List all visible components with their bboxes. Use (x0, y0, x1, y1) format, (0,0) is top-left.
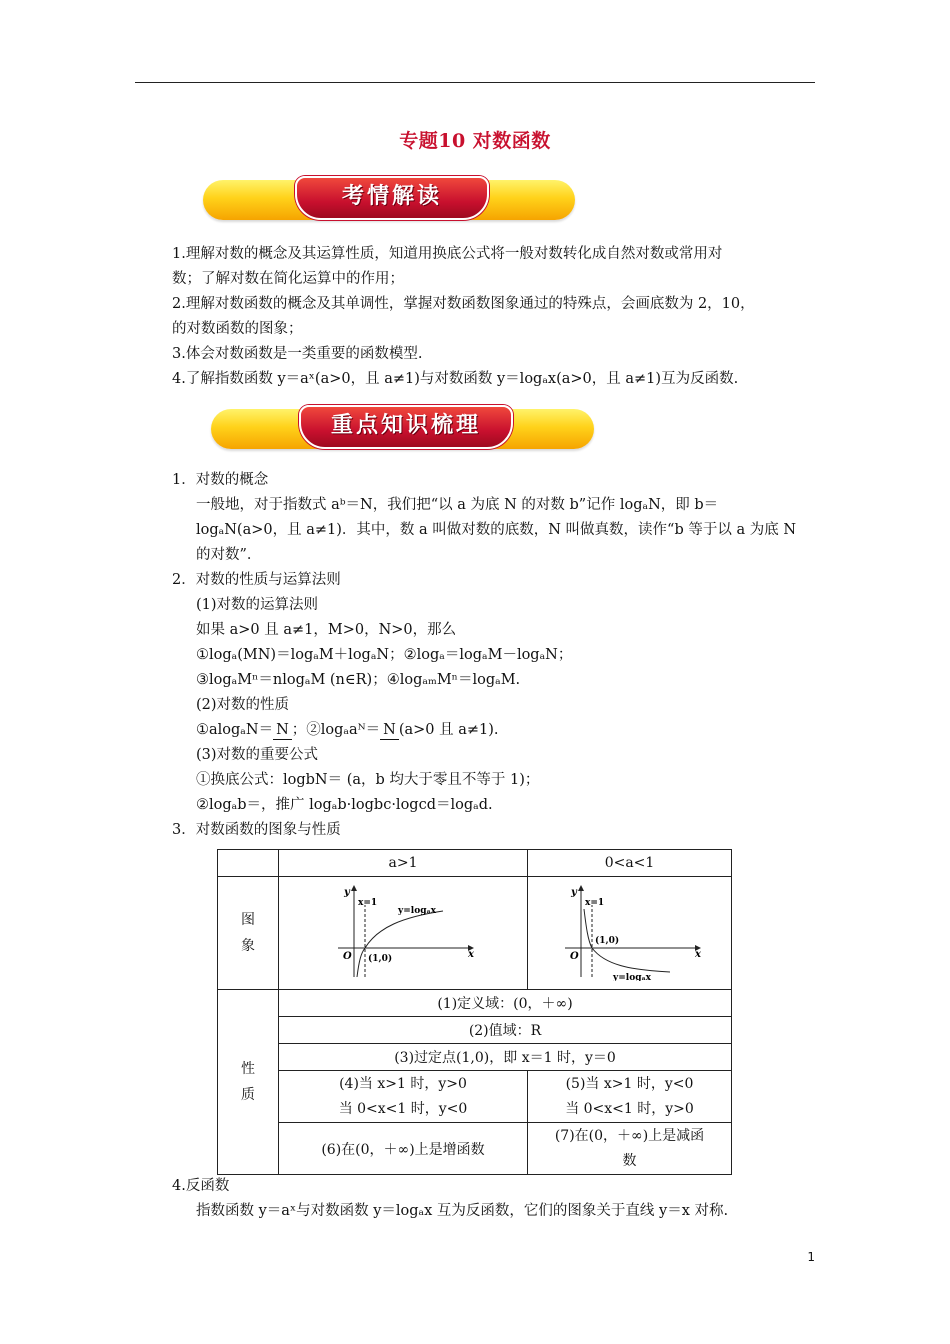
req-line: 1.理解对数的概念及其运算性质，知道用换底公式将一般对数转化成自然对数或常用对 (172, 246, 723, 262)
banner-label: 重点知识梳理 (330, 413, 481, 438)
req-line: 数；了解对数在简化运算中的作用； (172, 271, 404, 287)
col-header-a-gt-1: a>1 (279, 850, 528, 877)
x-axis-label: x (468, 949, 474, 960)
graph-decreasing-cell (528, 877, 732, 990)
section-heading: 1．对数的概念 (172, 472, 269, 488)
answer-blank: N (380, 721, 399, 740)
text-line: ②logₐb＝，推广 logₐb·logbc·logcd＝logₐd. (196, 797, 493, 813)
text-fragment: ①alogₐN＝ (196, 722, 274, 738)
text-line: ①logₐ(MN)＝logₐM＋logₐN；②logₐ＝logₐM－logₐN； (196, 647, 573, 663)
x-axis-label: x (694, 949, 701, 960)
text-fragment: (a>0 且 a≠1). (398, 722, 499, 738)
vline-label: x=1 (358, 898, 378, 908)
text-line: (1)对数的运算法则 (196, 597, 319, 613)
text-line: ①换底公式：logbN＝ (a，b 均大于零且不等于 1)； (196, 772, 540, 788)
col-header-a-lt-1: 0<a<1 (528, 850, 732, 877)
text-line: (3)对数的重要公式 (196, 747, 319, 763)
banner-exam-analysis (203, 180, 575, 220)
prop-fixed-point: (3)过定点(1,0)，即 x＝1 时，y＝0 (279, 1044, 732, 1071)
table-corner (218, 850, 279, 877)
text-line: (2)对数的性质 (196, 697, 290, 713)
fill-blank-line (196, 721, 499, 740)
row-label-properties: 性 质 (218, 990, 279, 1175)
prop-sign-increasing: (4)当 x>1 时，y>0 当 0<x<1 时，y<0 (279, 1071, 528, 1123)
curve-label: y=logₐx (398, 906, 437, 916)
text-line: ③logₐMⁿ＝nlogₐM (n∈R)；④logₐₘMⁿ＝logₐM. (196, 672, 521, 688)
req-line: 4.了解指数函数 y＝aˣ(a>0，且 a≠1)与对数函数 y＝logₐx(a>0，且 a≠1)互为反函数. (172, 371, 739, 387)
y-axis-label: y (570, 887, 577, 898)
section-heading: 3．对数函数的图象与性质 (172, 822, 341, 838)
y-axis-label: y (344, 887, 350, 898)
graph-increasing-cell (279, 877, 528, 990)
text-line: 指数函数 y＝aˣ与对数函数 y＝logₐx 互为反函数，它们的图象关于直线 y＝x 对称. (196, 1203, 729, 1219)
origin-label: O (569, 951, 579, 962)
graph-a-gt-1 (328, 881, 478, 981)
req-line: 的对数函数的图象； (172, 321, 303, 337)
origin-label: O (343, 951, 352, 962)
prop-range: (2)值域：R (279, 1017, 732, 1044)
section-heading: 2．对数的性质与运算法则 (172, 572, 341, 588)
text-line: 的对数”． (196, 547, 262, 563)
point-label: (1,0) (594, 936, 619, 946)
answer-blank: N (273, 721, 292, 740)
prop-domain: (1)定义域：(0，＋∞) (279, 990, 732, 1017)
req-line: 2.理解对数函数的概念及其单调性，掌握对数函数图象通过的特殊点，会画底数为 2，10， (172, 296, 755, 312)
header-rule (135, 82, 815, 83)
text-line: 如果 a>0 且 a≠1，M>0，N>0，那么 (196, 622, 457, 638)
page-title: 专题10 对数函数 (399, 130, 551, 152)
page-number: 1 (807, 1250, 815, 1264)
text-line: 一般地，对于指数式 aᵇ＝N，我们把“以 a 为底 N 的对数 b”记作 logₐN，即 b＝ (196, 497, 719, 513)
prop-monotonic-decreasing: (7)在(0，＋∞)上是减函 数 (528, 1123, 732, 1175)
row-label-graph: 图 象 (218, 877, 279, 990)
vline-label: x=1 (584, 898, 604, 908)
point-label: (1,0) (368, 954, 393, 964)
text-line: logₐN(a>0，且 a≠1)．其中，数 a 叫做对数的底数，N 叫做真数，读作“b 等于以 a 为底 N (196, 522, 797, 538)
banner-label: 考情解读 (341, 184, 442, 209)
banner-key-points (211, 409, 594, 449)
graph-a-lt-1 (555, 881, 705, 981)
prop-sign-decreasing: (5)当 x>1 时，y<0 当 0<x<1 时，y>0 (528, 1071, 732, 1123)
prop-monotonic-increasing: (6)在(0，＋∞)上是增函数 (279, 1123, 528, 1175)
text-fragment: ；②logₐaᴺ＝ (291, 722, 381, 738)
section-heading: 4.反函数 (172, 1178, 230, 1194)
log-function-table (217, 849, 732, 1175)
req-line: 3.体会对数函数是一类重要的函数模型. (172, 346, 423, 362)
curve-label: y=logₐx (612, 973, 651, 981)
